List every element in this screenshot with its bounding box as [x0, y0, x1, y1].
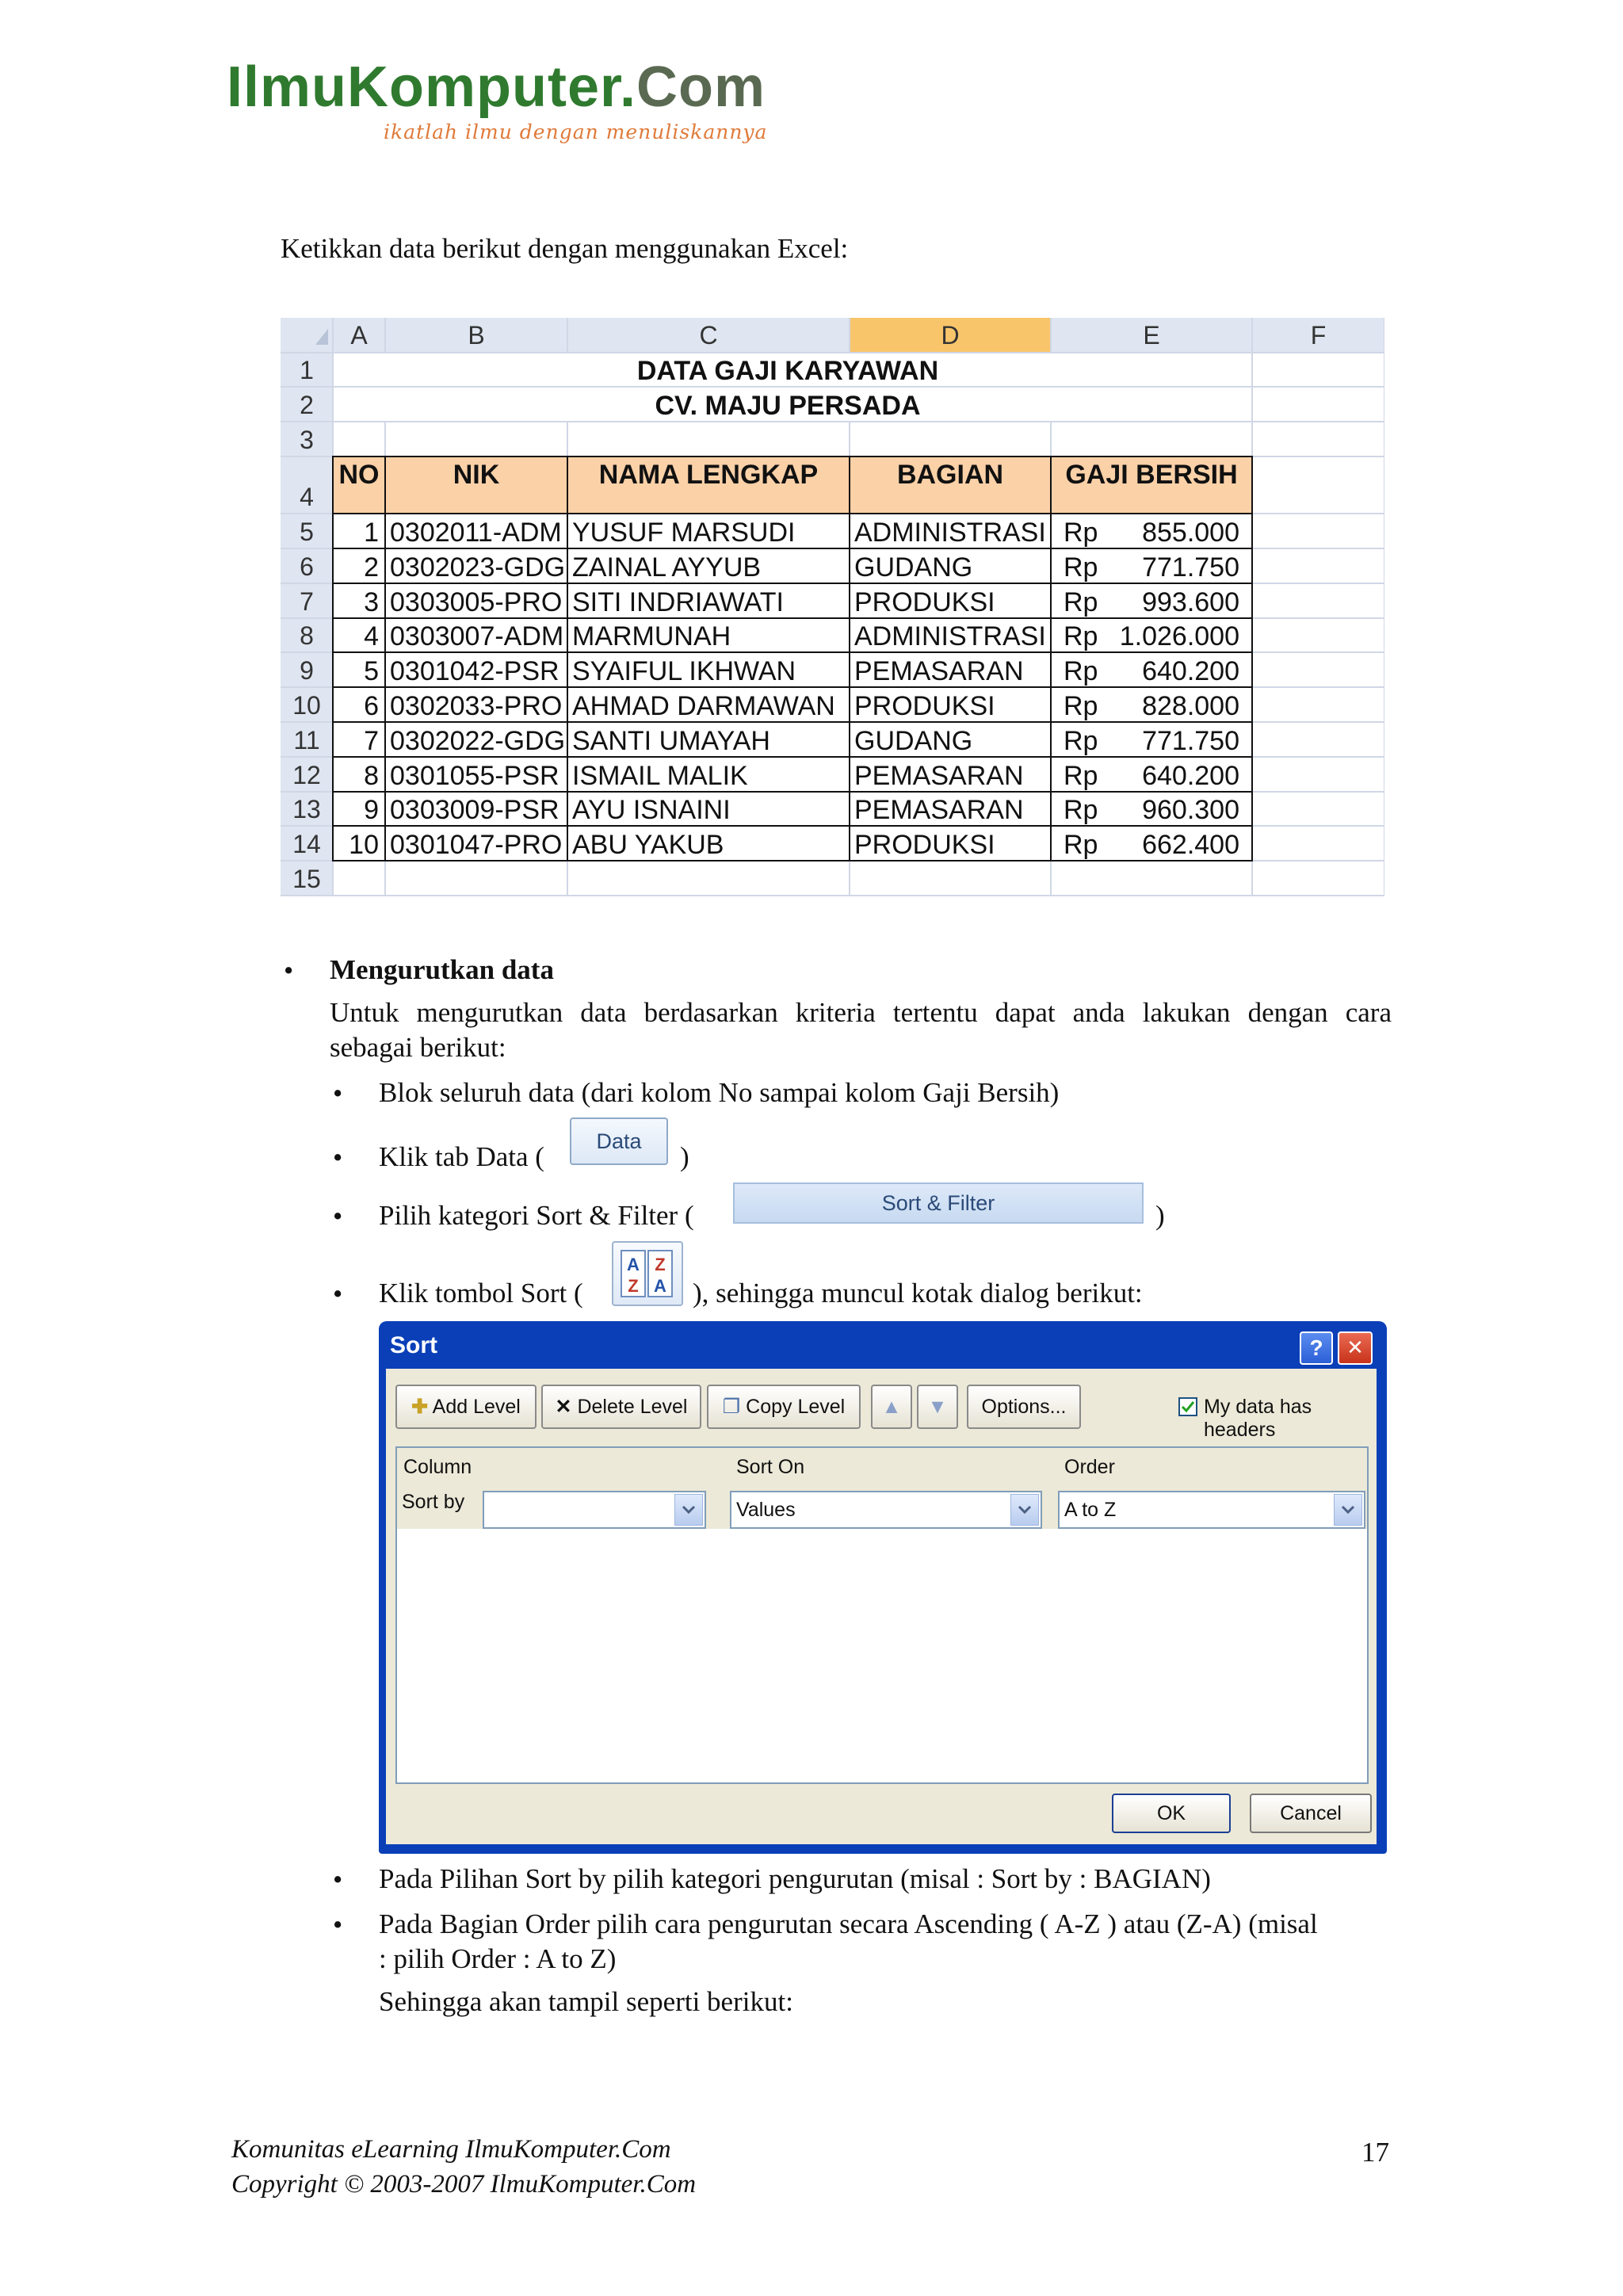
cell-nik: 0303005-PRO — [390, 587, 563, 617]
cell-nik: 0302023-GDG — [390, 552, 566, 583]
cell-nama: ZAINAL AYYUB — [572, 552, 762, 583]
section-paragraph-line1: Untuk mengurutkan data berdasarkan kriteria tertentu dapat anda lakukan dengan cara — [330, 997, 1392, 1028]
cell-currency: Rp — [1064, 830, 1098, 860]
copy-level-label: Copy Level — [746, 1396, 846, 1418]
intro-text: Ketikkan data berikut dengan menggunakan Excel: — [281, 233, 849, 264]
step-4-suffix: ), sehingga muncul kotak dialog berikut: — [693, 1278, 1143, 1308]
cell-no: 5 — [364, 656, 379, 686]
table-header-text: BAGIAN — [896, 460, 1004, 490]
sort-on-header: Sort On — [736, 1456, 805, 1478]
cell-no: 9 — [364, 795, 379, 825]
chevron-down-icon — [1010, 1494, 1039, 1526]
close-button[interactable]: ✕ — [1338, 1331, 1373, 1365]
footer-line1: Komunitas eLearning IlmuKomputer.Com — [231, 2135, 671, 2164]
delete-icon: ✕ — [555, 1396, 572, 1418]
checkmark-icon — [1180, 1399, 1196, 1415]
headers-checkbox[interactable] — [1178, 1397, 1197, 1416]
cell-nama: ISMAIL MALIK — [572, 761, 748, 791]
step-6-line2: : pilih Order : A to Z) — [379, 1943, 617, 1974]
arrow-down-icon: ▼ — [927, 1396, 948, 1418]
logo-tagline: ikatlah ilmu dengan menuliskannya — [384, 120, 768, 143]
cell-currency: Rp — [1064, 621, 1098, 651]
column-letter: A — [350, 321, 368, 350]
section-paragraph-line2: sebagai berikut: — [330, 1032, 506, 1063]
step-3-prefix: Pilih kategori Sort & Filter ( — [379, 1200, 694, 1231]
criteria-list — [395, 1446, 1369, 1784]
column-header-bar — [281, 318, 1384, 353]
step-1-text: Blok seluruh data (dari kolom No sampai kolom Gaji Bersih) — [379, 1077, 1060, 1108]
excel-spreadsheet-image — [281, 318, 1384, 896]
sort-button-image — [612, 1241, 683, 1306]
cell-currency: Rp — [1064, 552, 1098, 583]
row-number: 1 — [300, 356, 314, 384]
cell-nama: AYU ISNAINI — [572, 795, 731, 825]
row-number: 5 — [300, 518, 314, 546]
sort-on-value: Values — [736, 1499, 796, 1521]
table-header-text: NO — [338, 460, 380, 490]
spreadsheet-grid — [281, 318, 1384, 896]
step-bullet: • — [333, 1278, 343, 1309]
row-number: 13 — [292, 795, 321, 823]
move-up-button[interactable] — [871, 1385, 912, 1429]
sort-filter-group-image: Sort & Filter — [733, 1182, 1144, 1224]
ok-button[interactable]: OK — [1112, 1794, 1231, 1833]
row-number: 8 — [300, 621, 314, 650]
cell-nik: 0302033-PRO — [390, 691, 563, 721]
column-letter: E — [1143, 321, 1160, 350]
sort-icon-letter: A — [627, 1255, 640, 1274]
site-logo — [227, 55, 766, 119]
closing-text: Sehingga akan tampil seperti berikut: — [379, 1986, 793, 2017]
cell-no: 6 — [364, 691, 379, 721]
column-letter: C — [699, 321, 718, 350]
cell-gaji: 640.200 — [1142, 656, 1239, 686]
cell-no: 8 — [364, 761, 379, 791]
cell-currency: Rp — [1064, 795, 1098, 825]
order-select[interactable] — [1058, 1491, 1365, 1529]
order-header: Order — [1064, 1456, 1115, 1478]
cell-nama: ABU YAKUB — [572, 830, 724, 860]
cell-nik: 0303009-PSR — [390, 795, 559, 825]
row-number: 3 — [300, 426, 314, 454]
row-number: 12 — [292, 761, 321, 789]
cell-bagian: ADMINISTRASI — [854, 621, 1046, 651]
row-number: 15 — [292, 865, 321, 893]
delete-level-button[interactable] — [541, 1385, 701, 1429]
row-number: 9 — [300, 656, 314, 685]
cell-nik: 0301055-PSR — [390, 761, 559, 791]
cell-nik: 0303007-ADM — [390, 621, 564, 651]
cell-bagian: PRODUKSI — [854, 830, 995, 860]
chevron-down-icon — [674, 1494, 703, 1526]
cell-gaji: 1.026.000 — [1119, 621, 1239, 651]
cell-bagian: PEMASARAN — [854, 761, 1024, 791]
cell-no: 4 — [364, 621, 379, 651]
cell-currency: Rp — [1064, 761, 1098, 791]
delete-level-label: Delete Level — [577, 1396, 688, 1418]
step-bullet: • — [333, 1864, 343, 1895]
cell-no: 10 — [349, 830, 379, 860]
cell-nama: SANTI UMAYAH — [572, 726, 770, 756]
cell-gaji: 960.300 — [1142, 795, 1239, 825]
row-number: 11 — [293, 726, 320, 755]
section-heading: Mengurutkan data — [330, 954, 554, 985]
sort-by-column-select[interactable] — [483, 1491, 706, 1529]
cell-currency: Rp — [1064, 587, 1098, 617]
order-value: A to Z — [1064, 1499, 1117, 1521]
cell-nik: 0302022-GDG — [390, 726, 566, 756]
cell-gaji: 771.750 — [1142, 552, 1239, 583]
column-letter: F — [1310, 321, 1327, 350]
cancel-button[interactable]: Cancel — [1250, 1794, 1372, 1833]
step-2-suffix: ) — [680, 1141, 689, 1172]
criteria-header — [397, 1448, 1367, 1484]
cell-no: 3 — [364, 587, 379, 617]
dialog-title: Sort — [390, 1332, 437, 1358]
cell-nik: 0301042-PSR — [390, 656, 559, 686]
cell-currency: Rp — [1064, 691, 1098, 721]
cell-nama: SYAIFUL IKHWAN — [572, 656, 796, 686]
logo-text-com: Com — [636, 55, 766, 119]
cell-nik: 0301047-PRO — [390, 830, 563, 860]
add-level-label: Add Level — [432, 1396, 521, 1418]
cell-no: 1 — [364, 518, 379, 548]
sheet-title-2: CV. MAJU PERSADA — [655, 391, 921, 421]
move-down-button[interactable] — [917, 1385, 958, 1429]
sort-dialog — [379, 1321, 1387, 1854]
sort-on-select[interactable] — [730, 1491, 1042, 1529]
cell-gaji: 662.400 — [1142, 830, 1239, 860]
step-bullet: • — [333, 1201, 343, 1232]
logo-text-main: IlmuKomputer — [227, 55, 621, 119]
add-level-button[interactable] — [395, 1385, 537, 1429]
step-5-text: Pada Pilihan Sort by pilih kategori pengurutan (misal : Sort by : BAGIAN) — [379, 1863, 1211, 1894]
step-4-prefix: Klik tombol Sort ( — [379, 1278, 583, 1308]
page-number: 17 — [1361, 2137, 1389, 2168]
copy-icon: ❐ — [722, 1396, 741, 1418]
cell-bagian: PEMASARAN — [854, 795, 1024, 825]
cell-bagian: ADMINISTRASI — [854, 518, 1046, 548]
step-6-line1: Pada Bagian Order pilih cara pengurutan secara Ascending ( A-Z ) atau (Z-A) (misal — [379, 1908, 1318, 1939]
cell-bagian: PEMASARAN — [854, 656, 1024, 686]
cell-gaji: 771.750 — [1142, 726, 1239, 756]
dialog-body — [386, 1369, 1377, 1844]
sort-icon-letter: Z — [628, 1276, 639, 1296]
cell-no: 7 — [364, 726, 379, 756]
cell-gaji: 993.600 — [1142, 587, 1239, 617]
column-letter: B — [468, 321, 485, 350]
sort-icon-letter: A — [654, 1276, 666, 1296]
step-bullet: • — [333, 1078, 343, 1109]
chevron-down-icon — [1334, 1494, 1362, 1526]
cell-no: 2 — [364, 552, 379, 583]
help-button[interactable]: ? — [1300, 1331, 1333, 1365]
step-2-prefix: Klik tab Data ( — [379, 1141, 544, 1172]
headers-checkbox-label: My data has headers — [1204, 1396, 1312, 1441]
cell-nama: AHMAD DARMAWAN — [572, 691, 835, 721]
cell-bagian: PRODUKSI — [854, 691, 995, 721]
cell-nama: YUSUF MARSUDI — [572, 518, 796, 548]
table-header-text: NAMA LENGKAP — [598, 460, 819, 490]
cell-bagian: PRODUKSI — [854, 587, 995, 617]
row-number: 7 — [300, 587, 314, 616]
row-number: 14 — [292, 830, 321, 858]
cell-bagian: GUDANG — [854, 726, 973, 756]
options-button[interactable]: Options... — [967, 1385, 1081, 1429]
cell-nama: SITI INDRIAWATI — [572, 587, 784, 617]
row-number: 10 — [292, 691, 321, 720]
sheet-title-1: DATA GAJI KARYAWAN — [636, 356, 939, 386]
step-3-suffix: ) — [1155, 1200, 1165, 1231]
table-header-text: NIK — [453, 460, 500, 490]
cell-gaji: 828.000 — [1142, 691, 1239, 721]
data-tab-image: Data — [570, 1117, 668, 1165]
section-bullet: • — [284, 955, 294, 986]
logo-text-dot: . — [620, 55, 637, 119]
cell-gaji: 640.200 — [1142, 761, 1239, 791]
cell-nik: 0302011-ADM — [390, 518, 562, 548]
row-number: 2 — [300, 391, 314, 419]
row-number: 6 — [300, 552, 314, 581]
add-level-icon: ✚ — [411, 1396, 429, 1418]
sort-icon-letter: Z — [655, 1255, 666, 1274]
column-header: Column — [403, 1456, 472, 1478]
cell-currency: Rp — [1064, 518, 1098, 548]
table-header-text: GAJI BERSIH — [1065, 460, 1238, 490]
cell-nama: MARMUNAH — [572, 621, 731, 651]
footer-line2: Copyright © 2003-2007 IlmuKomputer.Com — [231, 2170, 697, 2199]
sort-az-icon — [613, 1243, 682, 1305]
column-letter: D — [941, 321, 960, 350]
cell-currency: Rp — [1064, 726, 1098, 756]
arrow-up-icon: ▲ — [881, 1396, 902, 1418]
copy-level-button[interactable] — [707, 1385, 861, 1429]
cell-gaji: 855.000 — [1142, 518, 1239, 548]
cell-bagian: GUDANG — [854, 552, 973, 583]
sort-by-label: Sort by — [402, 1491, 465, 1513]
row-number: 4 — [300, 483, 314, 511]
step-bullet: • — [333, 1142, 343, 1173]
cell-currency: Rp — [1064, 656, 1098, 686]
step-bullet: • — [333, 1909, 343, 1940]
